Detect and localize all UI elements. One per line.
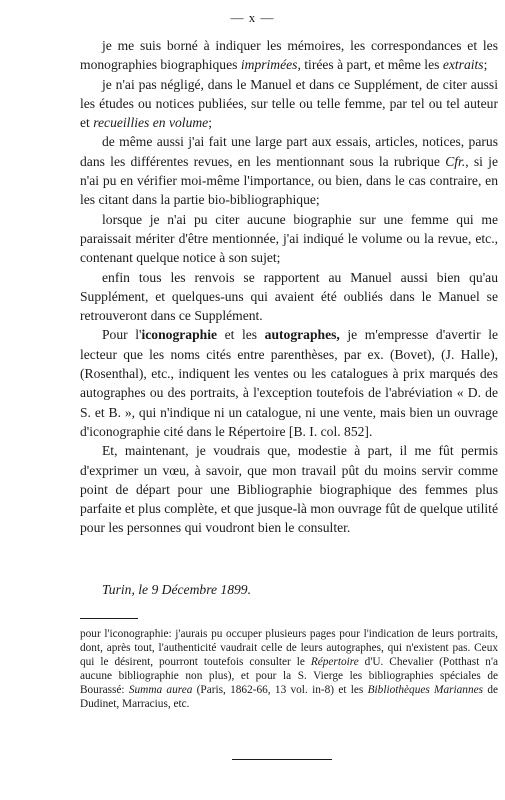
body-text (80, 36, 498, 538)
paragraph-segment: je n'ai pas négligé, dans le Manuel et dans ce Supplément, de citer aussi les études ou notices publiées, sur telle ou telle femme, par tel ou tel auteur et (80, 76, 498, 131)
footnote-segment: pour l'iconographie: j'aurais pu occuper plusieurs pages pour l'indication de leurs portraits, dont, après tout, l'authenticité vaudrait celle de leurs autographes, qui n'existent pas. Ceux qui le désirent, pourront toutefois consulter le (80, 628, 498, 668)
paragraph-segment: et les (217, 327, 265, 343)
paragraph-segment: ; (208, 115, 212, 131)
paragraph (80, 75, 498, 133)
paragraph-segment: imprimées (240, 57, 298, 73)
footnote-segment: Summa aurea (128, 683, 193, 696)
paragraph (80, 325, 498, 441)
paragraph-segment: , tirées à part, et même les (297, 57, 443, 73)
paragraph-segment: Cfr. (445, 153, 466, 169)
paragraph-segment: , si je n'ai pu en vérifier moi-même l'importance, ou bien, dans le cas contraire, en les citant dans la partie bio-bibliographique; (80, 153, 498, 208)
footnote-end-rule (232, 759, 332, 760)
footnote (80, 628, 498, 711)
footnote-segment: Bibliothèques Mariannes (367, 683, 484, 696)
footnote-segment: d'U. Chevalier (Potthast n'a aucune bibliographie non plus), et pour la S. Vierge les bibliographies spéciales de Bourassé: (80, 655, 498, 696)
paragraph (80, 441, 498, 537)
footnote-text (80, 628, 498, 711)
paragraph-segment: lorsque je n'ai pu citer aucune biographie sur une femme qui me paraissait mériter d'être mentionnée, j'ai indiqué le volume ou la revue, etc., contenant quelque notice à son sujet; (80, 211, 498, 266)
footnote-segment: Répertoire (310, 655, 359, 668)
paragraph-segment: iconographie (141, 327, 218, 343)
paragraph-segment: de même aussi j'ai fait une large part aux essais, articles, notices, parus dans les différentes revues, en les mentionnant sous la rubrique (80, 134, 498, 169)
footnote-separator (80, 618, 138, 619)
page-number: — x — (230, 10, 275, 25)
paragraph-segment: ; (483, 57, 488, 73)
paragraph (80, 268, 498, 326)
paragraph (80, 132, 498, 209)
paragraph (80, 210, 498, 268)
signoff-date-line: Turin, le 9 Décembre 1899. (102, 582, 252, 597)
paragraph-segment: recueillies en volume (93, 115, 209, 131)
paragraph-segment: Pour l' (102, 327, 142, 343)
paragraph-segment: Et, maintenant, je voudrais que, modestie à part, il me fût permis d'exprimer un vœu, à savoir, que mon travail pût du moins servir comme point de départ pour une Bibliographie biographique des femmes plus parfaite et plus complète, et que jusque-là mon ouvrage fût de quelque utilité pour les personnes qui voudront bien le consulter. (80, 443, 498, 536)
paragraph (80, 36, 498, 75)
paragraph-segment: je m'empresse d'avertir le lecteur que les noms cités entre parenthèses, par ex. (Bovet), (J. Halle), (Rosenthal), etc., indiquent les ventes ou les catalogues à prix marqués des autographes ou des portraits, à l'exception toutefois de l'abréviation « D. de S. et B. », qui n'indique ni un catalogue, ni une vente, mais bien un ouvrage d'iconographie cité dans le Répertoire [B. I. col. 852]. (80, 327, 499, 439)
footnote-segment: de Dudinet, Marracius, etc. (80, 683, 498, 710)
paragraph-segment: autographes, (264, 327, 340, 343)
paragraph-segment: enfin tous les renvois se rapportent au Manuel aussi bien qu'au Supplément, et quelques-uns qui avaient été oubliés dans le Manuel se retrouveront dans ce Supplément. (80, 269, 498, 324)
footnote-segment: (Paris, 1862-66, 13 vol. in-8) et les (192, 683, 368, 696)
paragraph-segment: extraits (442, 57, 484, 73)
paragraph-segment: je me suis borné à indiquer les mémoires, les correspondances et les monographies biographiques (80, 38, 498, 73)
